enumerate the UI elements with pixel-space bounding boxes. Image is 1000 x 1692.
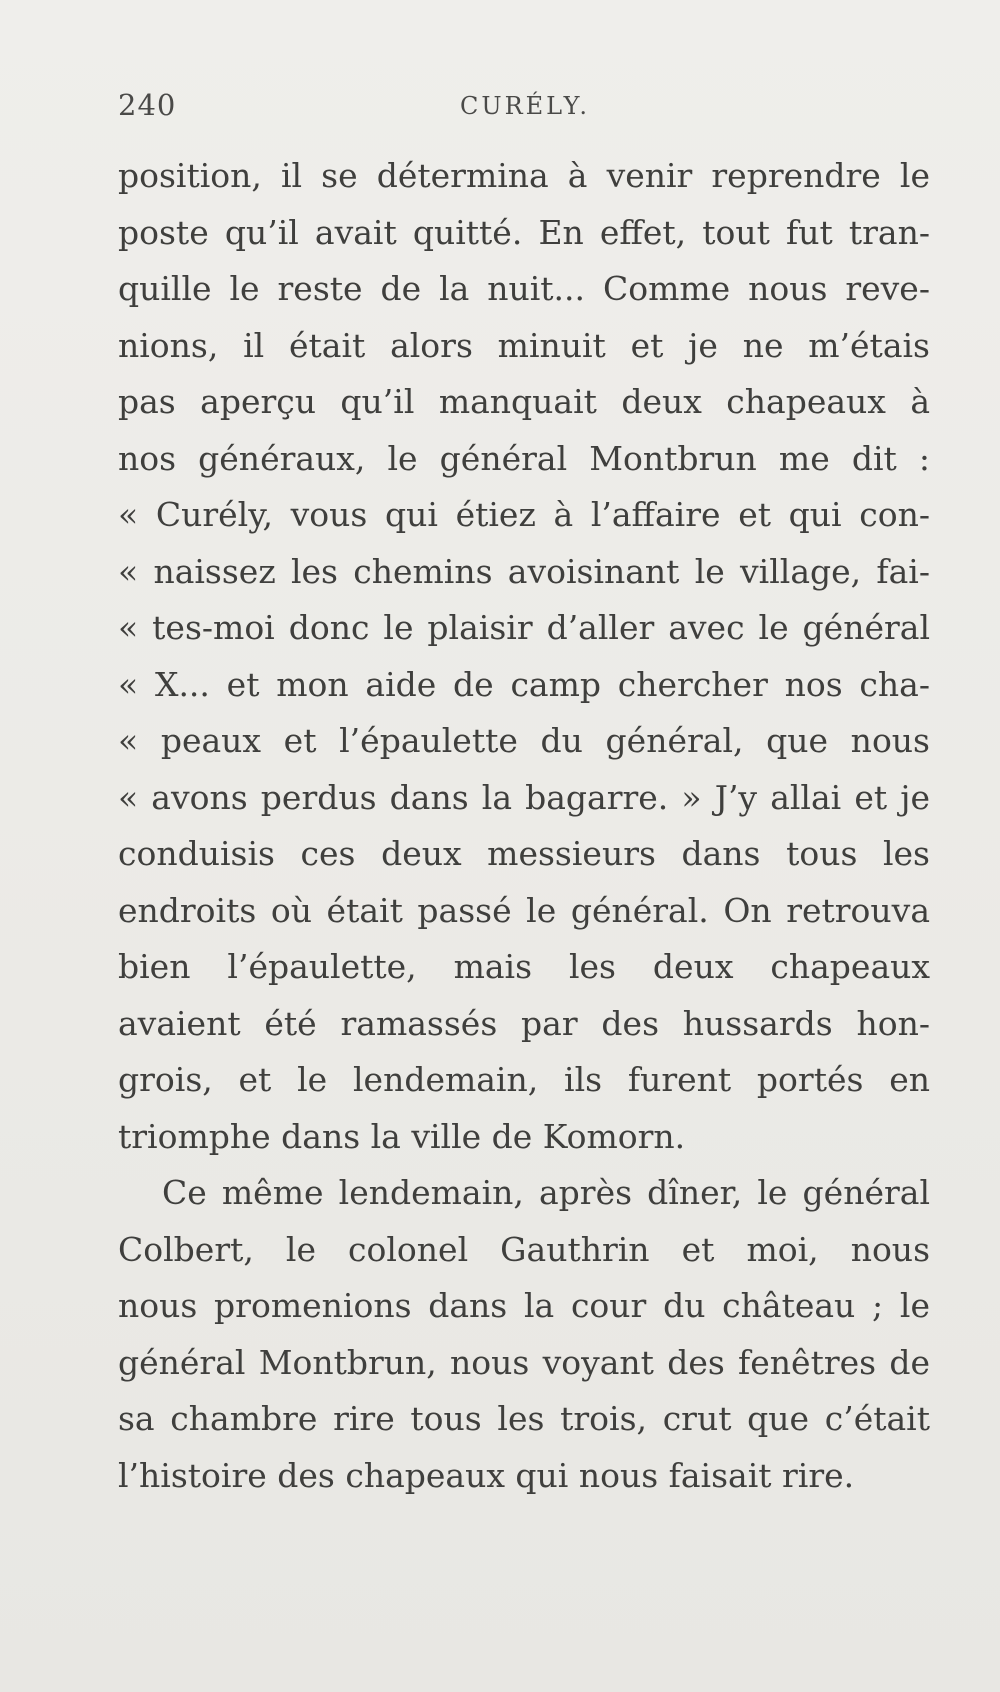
page-number: 240 <box>118 88 177 122</box>
text-line: « X... et mon aide de camp chercher nos cha- <box>118 664 930 704</box>
text-line: Ce même lendemain, après dîner, le général <box>162 1173 930 1212</box>
running-head: CURÉLY. <box>460 92 590 120</box>
text-line: pas aperçu qu’il manquait deux chapeaux à <box>118 382 930 421</box>
text-line: poste qu’il avait quitté. En effet, tout fut tran- <box>118 212 930 252</box>
text-line: conduisis ces deux messieurs dans tous les <box>118 834 930 873</box>
text-line: Colbert, le colonel Gauthrin et moi, nous <box>118 1229 930 1269</box>
text-line: triomphe dans la ville de Komorn. <box>118 1116 686 1156</box>
text-line: sa chambre rire tous les trois, crut que c’était <box>118 1399 930 1438</box>
text-line: « Curély, vous qui étiez à l’affaire et qui con- <box>118 495 930 534</box>
body-text <box>118 148 930 1504</box>
page-header <box>118 88 930 132</box>
text-line: position, il se détermina à venir reprendre le <box>118 156 930 195</box>
text-line: bien l’épaulette, mais les deux chapeaux <box>118 947 930 986</box>
text-line: « tes-moi donc le plaisir d’aller avec le général <box>118 608 930 647</box>
text-line: nos généraux, le général Montbrun me dit : <box>118 438 930 478</box>
text-line: endroits où était passé le général. On retrouva <box>118 890 930 930</box>
text-line: nions, il était alors minuit et je ne m’étais <box>118 325 930 365</box>
text-line: grois, et le lendemain, ils furent portés en <box>118 1060 930 1099</box>
text-line: général Montbrun, nous voyant des fenêtres de <box>118 1342 930 1382</box>
text-line: l’histoire des chapeaux qui nous faisait rire. <box>118 1455 855 1495</box>
text-line: nous promenions dans la cour du château ; le <box>118 1286 930 1325</box>
text-line: « avons perdus dans la bagarre. » J’y allai et je <box>118 777 930 817</box>
text-line: avaient été ramassés par des hussards hon- <box>118 1003 930 1043</box>
text-line: quille le reste de la nuit... Comme nous reve- <box>118 269 930 308</box>
text-line: « naissez les chemins avoisinant le village, fai- <box>118 551 930 591</box>
text-line: « peaux et l’épaulette du général, que nous <box>118 721 930 760</box>
